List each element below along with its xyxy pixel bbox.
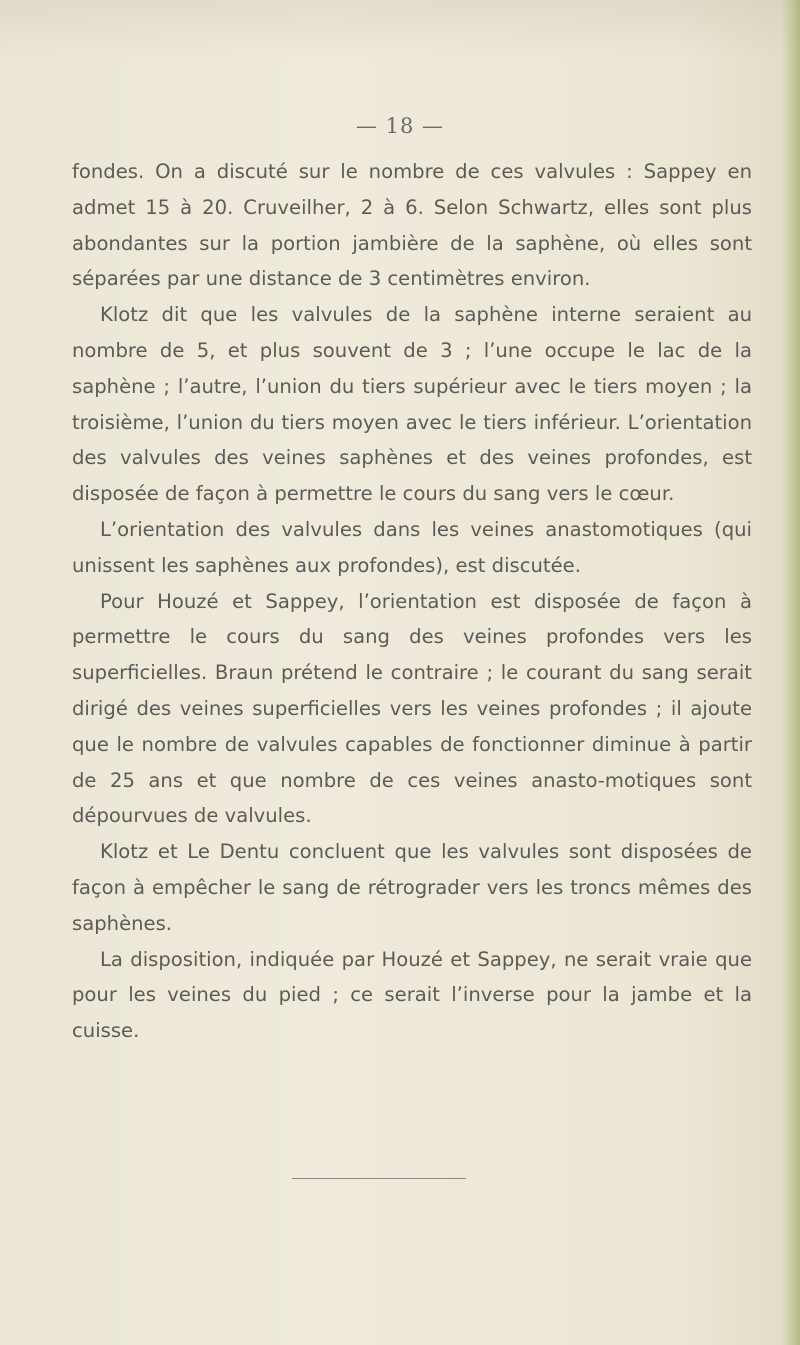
paragraph-klotz-valvules: Klotz dit que les valvules de la saphène interne seraient au nombre de 5, et plus souvent de 3 ; l’une occupe le lac de la saphène ; l’autre, l’union du tiers supérieur avec le tiers moyen ; la troisième, l’union du tiers moyen avec le tiers inférieur. L’orientation des valvules des veines saphènes et des veines profondes, est disposée de façon à permettre le cours du sang vers le cœur. — [72, 303, 752, 506]
page-number: — 18 — — [355, 114, 445, 138]
paragraph-disposition: La disposition, indiquée par Houzé et Sappey, ne serait vraie que pour les veines du pied ; ce serait l’inverse pour la jambe et la cuisse. — [72, 947, 752, 1043]
section-divider-rule — [292, 1178, 466, 1179]
paragraph-houze-sappey: Pour Houzé et Sappey, l’orientation est disposée de façon à permettre le cours du sang des veines profondes vers les superficielles. Braun prétend le contraire ; le courant du sang serait dirigé des veines superficielles vers les veines profondes ; il ajoute que le nombre de valvules capables de fonctionner diminue à partir de 25 ans et que nombre de ces veines anasto-motiques sont dépourvues de valvules. — [72, 589, 752, 828]
page-edge-shading — [782, 0, 800, 1345]
body-text — [72, 154, 752, 1049]
paragraph-continuation: fondes. On a discuté sur le nombre de ces valvules : Sappey en admet 15 à 20. Cruveilher, 2 à 6. Selon Schwartz, elles sont plus abondantes sur la portion jambière de la saphène, où elles sont séparées par une distance de 3 centimètres environ. — [72, 160, 752, 291]
paragraph-klotz-le-dentu: Klotz et Le Dentu concluent que les valvules sont disposées de façon à empêcher le sang de rétrograder vers les troncs mêmes des saphènes. — [72, 840, 752, 935]
paragraph-anastomotiques: L’orientation des valvules dans les veines anastomotiques (qui unissent les saphènes aux profondes), est discutée. — [72, 517, 752, 577]
page-top-shading — [0, 0, 800, 60]
